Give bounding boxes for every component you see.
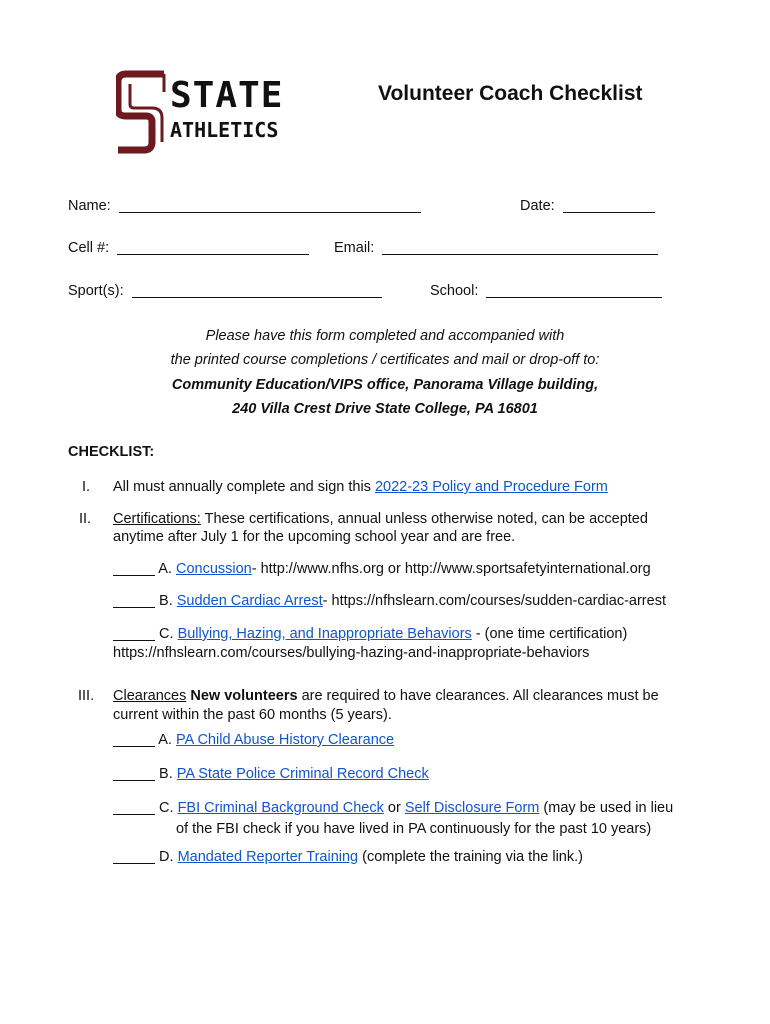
cell-field-row [68, 240, 309, 256]
section-2-text-1: These certifications, annual unless otherwise noted, can be accepted [200, 511, 648, 527]
name-field-row [68, 198, 421, 214]
cert-c-url: https://nfhslearn.com/courses/bullying-hazing-and-inappropriate-behaviors [113, 645, 590, 661]
instructions-line-1: Please have this form completed and accompanied with [205, 328, 565, 344]
cert-a-checkbox-line[interactable] [113, 561, 155, 576]
date-label: Date: [520, 198, 555, 214]
clearance-c-text-2: of the FBI check if you have lived in PA continuously for the past 10 years) [176, 821, 652, 837]
logo-line-state: STATE [170, 75, 284, 116]
clearance-b-checkbox-line[interactable] [113, 766, 155, 781]
clearance-b-prefix: B. [159, 766, 177, 782]
sudden-cardiac-arrest-link[interactable]: Sudden Cardiac Arrest [176, 593, 323, 609]
section-2-line-1 [113, 511, 648, 527]
self-disclosure-form-link[interactable]: Self Disclosure Form [404, 800, 540, 816]
pa-state-police-link[interactable]: PA State Police Criminal Record Check [176, 766, 429, 782]
clearance-item-a [113, 732, 394, 748]
clearance-d-checkbox-line[interactable] [113, 849, 155, 864]
clearance-item-c [113, 800, 673, 816]
cert-item-b [113, 593, 666, 609]
cell-label: Cell #: [68, 240, 110, 256]
cert-b-checkbox-line[interactable] [113, 593, 155, 608]
cert-a-prefix: A. [158, 561, 176, 577]
cert-c-checkbox-line[interactable] [113, 626, 155, 641]
section-3-line-2: current within the past 60 months (5 years). [113, 707, 392, 723]
certifications-heading: Certifications: [113, 511, 201, 527]
clearance-item-d [113, 849, 583, 865]
clearance-c-prefix: C. [159, 800, 178, 816]
section-1-numeral: I. [82, 479, 91, 495]
clearance-item-b [113, 766, 429, 782]
concussion-link[interactable]: Concussion [175, 561, 252, 577]
clearance-d-prefix: D. [159, 849, 178, 865]
state-athletics-logo [116, 70, 306, 156]
fbi-background-check-link[interactable]: FBI Criminal Background Check [177, 800, 384, 816]
cert-c-prefix: C. [159, 626, 178, 642]
cert-b-prefix: B. [159, 593, 177, 609]
name-field-line[interactable] [119, 198, 421, 213]
date-field-line[interactable] [563, 198, 655, 213]
email-field-line[interactable] [382, 240, 658, 255]
section-3-numeral: III. [78, 688, 95, 704]
clearance-d-text: (complete the training via the link.) [358, 849, 583, 865]
cert-item-c [113, 626, 627, 642]
checklist-heading: CHECKLIST: [68, 444, 155, 460]
email-field-row [334, 240, 658, 256]
pa-child-abuse-link[interactable]: PA Child Abuse History Clearance [175, 732, 395, 748]
cert-c-text: - (one time certification) [471, 626, 628, 642]
instructions-line-2: the printed course completions / certificates and mail or drop-off to: [170, 352, 600, 368]
name-label: Name: [68, 198, 111, 214]
date-field-row [520, 198, 655, 214]
section-2-line-2: anytime after July 1 for the upcoming school year and are free. [113, 529, 516, 545]
policy-procedure-form-link[interactable]: 2022-23 Policy and Procedure Form [374, 479, 608, 495]
clearance-c-checkbox-line[interactable] [113, 800, 155, 815]
section-1-body: All must annually complete and sign this [113, 479, 375, 495]
section-3-line-1 [113, 688, 659, 704]
instructions-address-1: Community Education/VIPS office, Panorama Village building, [171, 377, 599, 393]
page-title: Volunteer Coach Checklist [378, 82, 643, 105]
sports-field-row [68, 283, 382, 299]
clearance-c-text: (may be used in lieu [539, 800, 674, 816]
cert-b-text: - https://nfhslearn.com/courses/sudden-cardiac-arrest [322, 593, 666, 609]
school-field-row [430, 283, 662, 299]
new-volunteers-bold: New volunteers [190, 688, 298, 704]
email-label: Email: [334, 240, 375, 256]
logo-line-athletics: ATHLETICS [170, 118, 279, 142]
school-field-line[interactable] [486, 283, 662, 298]
section-1-text [113, 479, 608, 495]
school-label: School: [430, 283, 479, 299]
clearance-a-prefix: A. [158, 732, 176, 748]
cell-field-line[interactable] [117, 240, 309, 255]
section-3-text-1: are required to have clearances. All clearances must be [297, 688, 659, 704]
instructions-address-2: 240 Villa Crest Drive State College, PA 16801 [232, 401, 538, 417]
mandated-reporter-link[interactable]: Mandated Reporter Training [177, 849, 359, 865]
clearance-c-or: or [383, 800, 405, 816]
sports-label: Sport(s): [68, 283, 124, 299]
bullying-hazing-link[interactable]: Bullying, Hazing, and Inappropriate Behaviors [177, 626, 472, 642]
clearances-heading: Clearances [113, 688, 187, 704]
section-2-numeral: II. [79, 511, 92, 527]
sports-field-line[interactable] [132, 283, 382, 298]
cert-item-a [113, 561, 651, 577]
cert-a-text: - http://www.nfhs.org or http://www.sportsafetyinternational.org [251, 561, 651, 577]
clearance-a-checkbox-line[interactable] [113, 732, 155, 747]
